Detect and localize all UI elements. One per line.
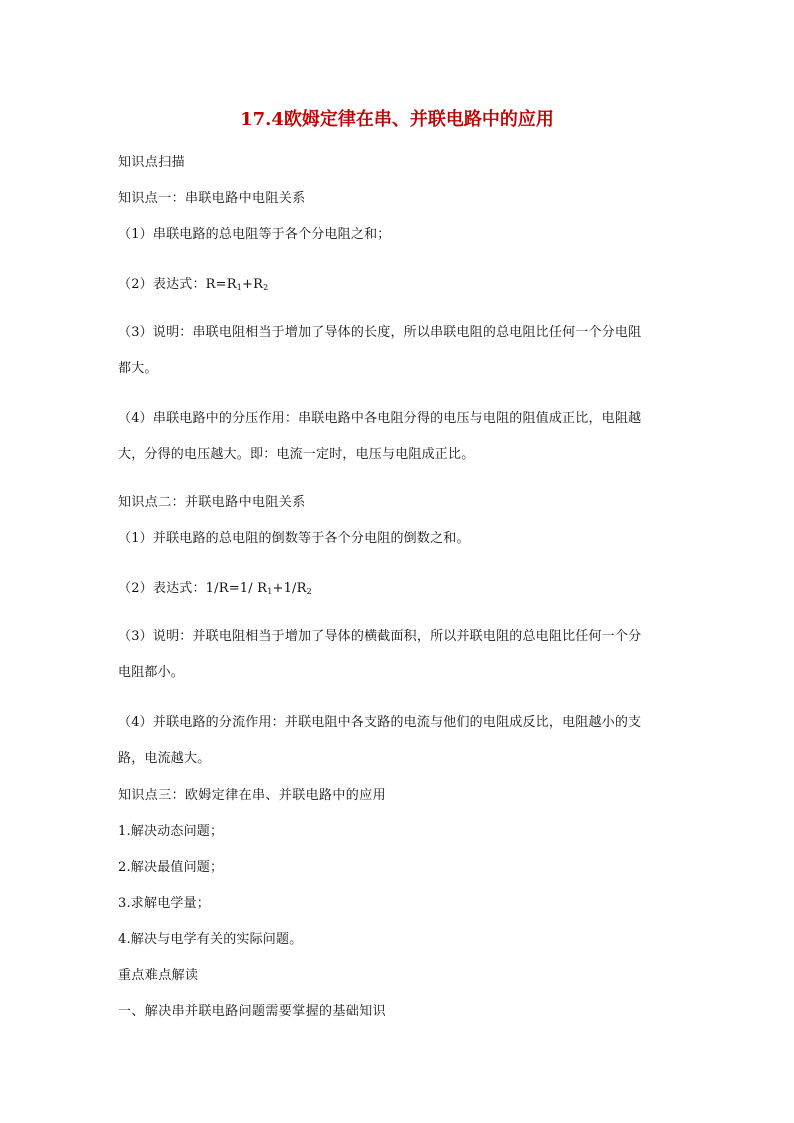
kp1-item-3-line-2: 都大。 [118, 361, 158, 376]
kp2-item-3-line-1: （3）说明：并联电阻相当于增加了导体的横截面积，所以并联电阻的总电阻比任何一个分 [118, 629, 642, 644]
subscript: 1 [267, 587, 273, 596]
kp2-item-2-formula [118, 580, 688, 598]
kp2-item-3-line-2: 电阻都小。 [118, 665, 185, 680]
subscript: 1 [236, 283, 243, 292]
document-title: 17.4欧姆定律在串、并联电路中的应用 [240, 109, 554, 130]
kp1-item-4-line-2: 大，分得的电压越大。即：电流一定时，电压与电阻成正比。 [118, 447, 475, 462]
kp3-item-4: 4.解决与电学有关的实际问题。 [118, 932, 303, 947]
kp2-item-4-line-1: （4）并联电路的分流作用：并联电阻中各支路的电流与他们的电阻成反比，电阻越小的支 [118, 715, 642, 730]
kp2-item-4-line-2: 路，电流越大。 [118, 751, 211, 766]
formula-text: +R [242, 277, 264, 292]
subscript: 2 [306, 587, 312, 596]
knowledge-point-3-heading: 知识点三：欧姆定律在串、并联电路中的应用 [118, 788, 387, 803]
knowledge-point-1-heading: 知识点一：串联电路中电阻关系 [118, 191, 306, 206]
kp3-item-3: 3.求解电学量； [118, 896, 211, 911]
kp1-item-2-formula [118, 276, 688, 294]
section-heading-key-points: 重点难点解读 [118, 968, 199, 983]
kp2-item-1: （1）并联电路的总电阻的倒数等于各个分电阻的倒数之和。 [118, 531, 470, 546]
formula-text: +1/R [272, 581, 307, 596]
kp1-item-1: （1）串联电路的总电阻等于各个分电阻之和； [118, 227, 391, 242]
kp3-item-2: 2.解决最值问题； [118, 860, 224, 875]
kp1-item-3-line-1: （3）说明：串联电阻相当于增加了导体的长度，所以串联电阻的总电阻比任何一个分电阻 [118, 325, 642, 340]
knowledge-point-2-heading: 知识点二：并联电路中电阻关系 [118, 495, 306, 510]
formula-text: （2）表达式：1/R=1/ R [118, 581, 268, 596]
subscript: 2 [263, 283, 269, 292]
formula-text: （2）表达式：R=R [118, 277, 237, 292]
kp1-item-4-line-1: （4）串联电路中的分压作用：串联电路中各电阻分得的电压与电阻的阻值成正比，电阻越 [118, 411, 642, 426]
part-1-heading: 一、解决串并联电路问题需要掌握的基础知识 [118, 1004, 387, 1019]
section-heading-knowledge-scan: 知识点扫描 [118, 155, 186, 170]
kp3-item-1: 1.解决动态问题； [118, 824, 224, 839]
